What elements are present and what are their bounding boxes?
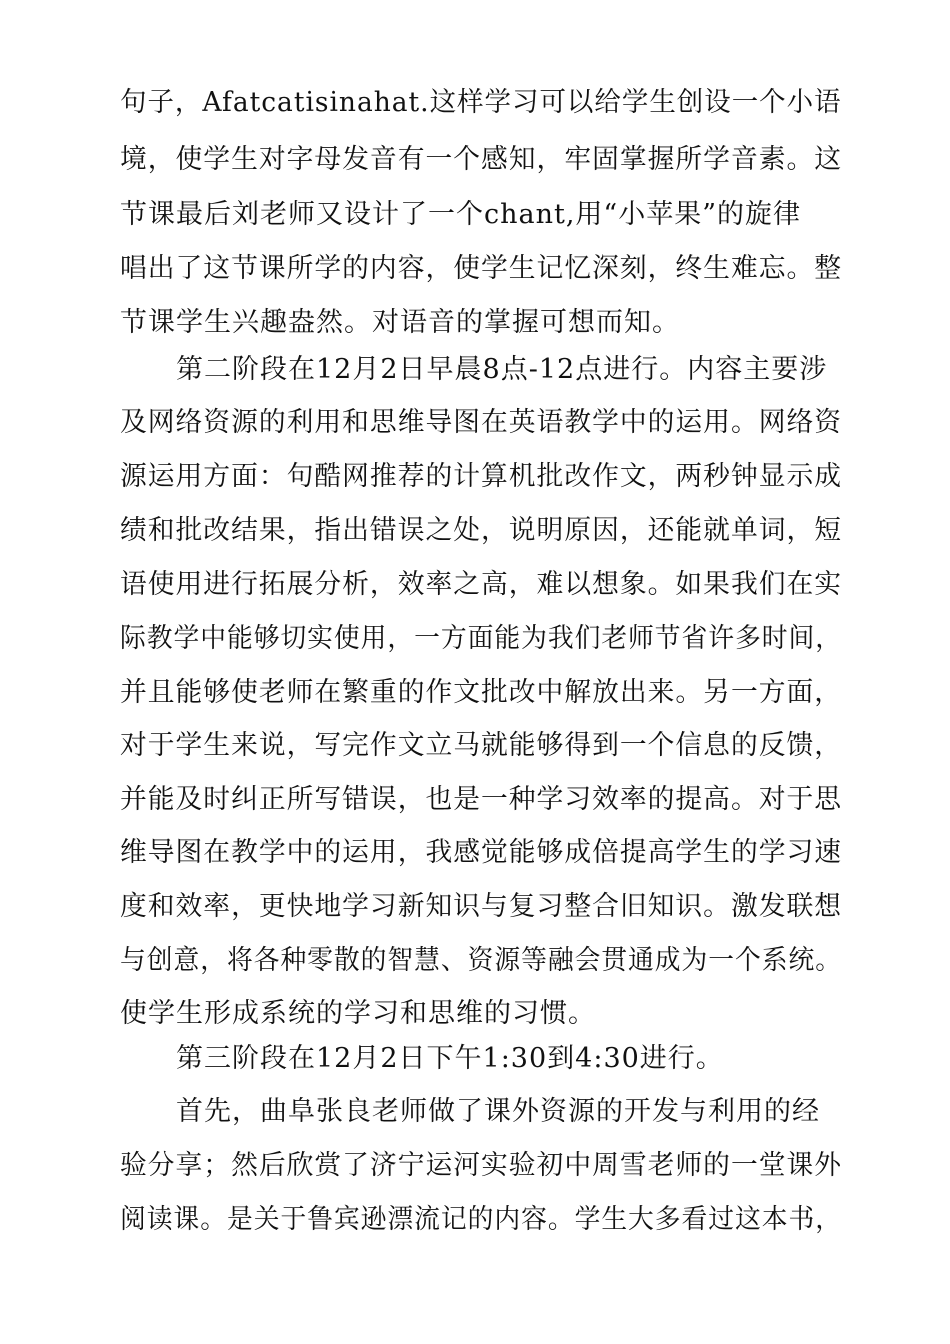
text-line: 绩和批改结果，指出错误之处，说明原因，还能就单词，短: [120, 515, 843, 546]
text-line: 维导图在教学中的运用，我感觉能够成倍提高学生的学习速: [120, 837, 843, 868]
text-line: 阅读课。是关于鲁宾逊漂流记的内容。学生大多看过这本书，: [120, 1204, 842, 1235]
text-line: 境，使学生对字母发音有一个感知，牢固掌握所学音素。这: [120, 144, 843, 175]
text-line: 源运用方面：句酷网推荐的计算机批改作文，两秒钟显示成: [120, 461, 843, 492]
text-line: 唱出了这节课所学的内容，使学生记忆深刻，终生难忘。整: [120, 253, 843, 284]
text-line: 句子，Afatcatisinahat.这样学习可以给学生创设一个小语: [120, 87, 842, 118]
text-line: 及网络资源的利用和思维导图在英语教学中的运用。网络资: [120, 407, 843, 438]
text-line: 并且能够使老师在繁重的作文批改中解放出来。另一方面，: [120, 677, 843, 708]
text-line: 节课学生兴趣盎然。对语音的掌握可想而知。: [120, 307, 680, 338]
paragraph-start-line: 第三阶段在12月2日下午1:30到4:30进行。: [176, 1043, 724, 1074]
text-line: 节课最后刘老师又设计了一个chant,用“小苹果”的旋律: [120, 199, 802, 230]
text-line: 验分享；然后欣赏了济宁运河实验初中周雪老师的一堂课外: [120, 1150, 843, 1181]
text-line: 语使用进行拓展分析，效率之高，难以想象。如果我们在实: [120, 569, 843, 600]
text-line: 并能及时纠正所写错误，也是一种学习效率的提高。对于思: [120, 784, 843, 815]
text-line: 对于学生来说，写完作文立马就能够得到一个信息的反馈，: [120, 730, 843, 761]
paragraph-start-line: 第二阶段在12月2日早晨8点-12点进行。内容主要涉: [176, 354, 828, 385]
paragraph-start-line: 首先，曲阜张良老师做了课外资源的开发与利用的经: [176, 1096, 820, 1127]
text-line: 度和效率，更快地学习新知识与复习整合旧知识。激发联想: [120, 891, 843, 922]
text-line: 际教学中能够切实使用，一方面能为我们老师节省许多时间，: [120, 623, 842, 654]
text-line: 与创意，将各种零散的智慧、资源等融会贯通成为一个系统。: [120, 945, 842, 976]
text-line: 使学生形成系统的学习和思维的习惯。: [120, 998, 596, 1029]
